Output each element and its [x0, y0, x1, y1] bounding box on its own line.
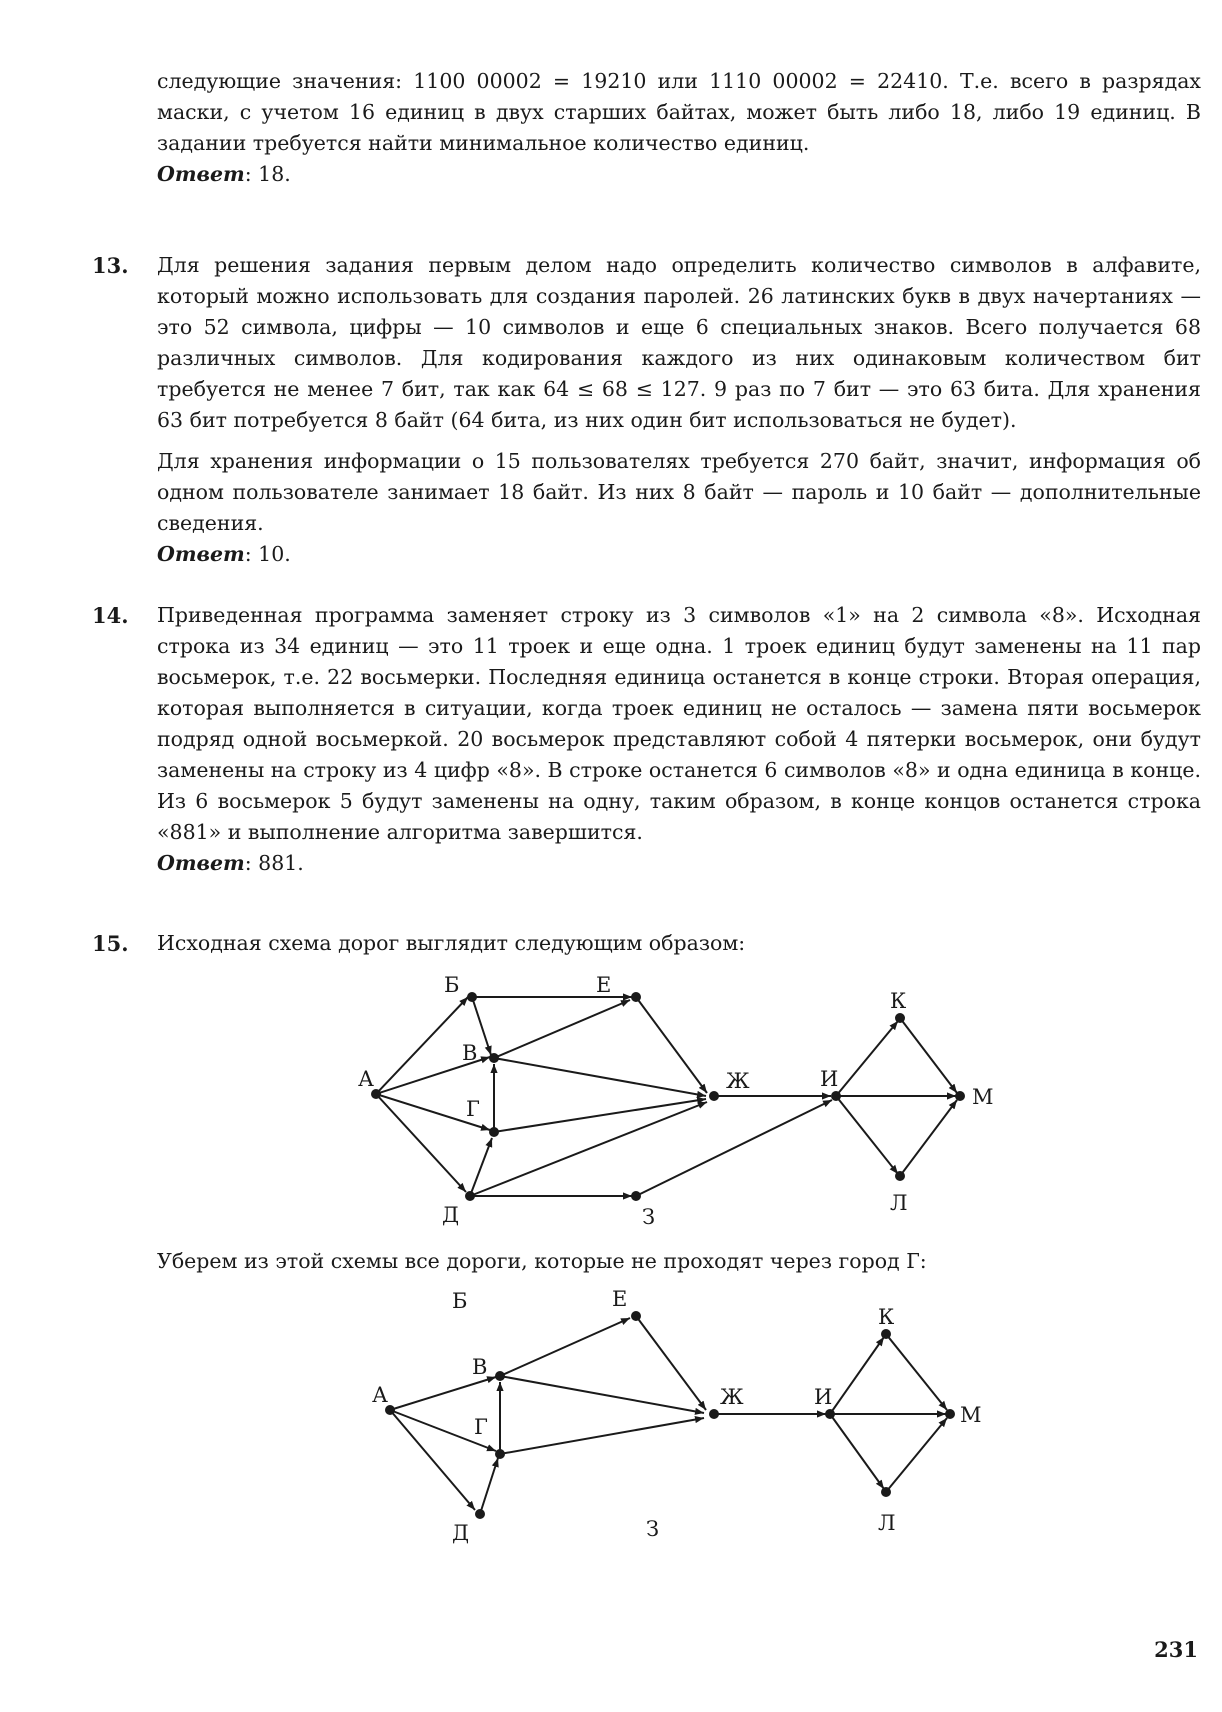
edge2-e-zh	[636, 1316, 706, 1410]
label-z: З	[642, 1205, 656, 1229]
label2-l: Л	[878, 1511, 896, 1535]
edge2-i-l	[830, 1414, 884, 1489]
node2-d	[475, 1509, 485, 1519]
page-number: 231	[1154, 1637, 1198, 1662]
label2-g: Г	[474, 1415, 488, 1439]
label2-a: А	[372, 1383, 388, 1407]
edge2-a-v	[390, 1377, 496, 1410]
label-l: Л	[890, 1191, 908, 1215]
edge2-k-m	[886, 1334, 947, 1410]
edge2-d-g	[480, 1458, 498, 1514]
label2-zh: Ж	[720, 1385, 744, 1409]
label2-v: В	[472, 1355, 488, 1379]
label2-i: И	[814, 1385, 833, 1409]
node2-m	[945, 1409, 955, 1419]
label-e: Е	[596, 973, 612, 997]
label2-d: Д	[452, 1521, 470, 1545]
q14-paragraph-1: Приведенная программа заменяет строку из 3 символов «1» на 2 символа «8». Исходная строка из 34 единиц — это 11 троек и еще одна. 1 троек единиц будут заменены на 11 пар восьмерок, т.е. 22 восьмерки. Последняя единица останется в конце строки. Вторая операция, которая выполняется в ситуации, когда троек единиц не осталось — замена пяти восьмерок подряд одной восьмеркой. 20 восьмерок представляют собой 4 пятерки восьмерок, они будут заменены на строку из 4 цифр «8». В строке останется 6 символов «8» и одна единица в конце. Из 6 восьмерок 5 будут заменены на одну, таким образом, в конце концов останется строка «881» и выполнение алгоритма завершится.	[157, 603, 1201, 844]
answer-value: : 881.	[244, 851, 304, 875]
label-v: В	[462, 1041, 478, 1065]
label-d: Д	[442, 1203, 460, 1227]
node2-v	[495, 1371, 505, 1381]
question-number-13: 13.	[92, 253, 129, 278]
label2-m: М	[960, 1403, 982, 1427]
question-number-15: 15.	[92, 931, 129, 956]
node2-i	[825, 1409, 835, 1419]
edge2-v-e	[500, 1318, 630, 1376]
answer-value: : 10.	[244, 542, 291, 566]
label-i: И	[820, 1067, 839, 1091]
answer-label: Ответ	[157, 542, 245, 566]
edge2-a-d	[390, 1410, 475, 1510]
q15-paragraph-2: Уберем из этой схемы все дороги, которые не проходят через город Г:	[157, 1249, 927, 1273]
q13-paragraph-2: Для хранения информации о 15 пользователях требуется 270 байт, значит, информация об одном пользователе занимает 18 байт. Из них 8 байт — пароль и 10 байт — дополнительные сведения.	[157, 449, 1201, 535]
label2-k: К	[878, 1305, 895, 1329]
label-k: К	[890, 989, 907, 1013]
node2-e	[631, 1311, 641, 1321]
q15-paragraph-1: Исходная схема дорог выглядит следующим образом:	[157, 931, 746, 955]
edge2-g-zh	[500, 1418, 704, 1454]
answer-label: Ответ	[157, 162, 245, 186]
node2-l	[881, 1487, 891, 1497]
answer-value: : 18.	[244, 162, 291, 186]
answer-label: Ответ	[157, 851, 245, 875]
edge2-i-k	[830, 1337, 884, 1414]
node2-zh	[709, 1409, 719, 1419]
question-number-14: 14.	[92, 603, 129, 628]
label2-e: Е	[612, 1287, 628, 1311]
edge2-l-m	[886, 1418, 947, 1492]
intro-text: следующие значения: 1100 00002 = 19210 или 1110 00002 = 22410. Т.е. всего в разрядах маски, с учетом 16 единиц в двух старших байтах, может быть либо 18, либо 19 единиц. В задании требуется найти минимальное количество единиц.	[157, 69, 1201, 155]
label-a: А	[358, 1067, 374, 1091]
label2-z: З	[646, 1517, 660, 1541]
label-zh: Ж	[726, 1069, 750, 1093]
label-m: М	[972, 1085, 994, 1109]
label-g: Г	[466, 1097, 480, 1121]
label-b: Б	[444, 973, 460, 997]
edge2-v-zh	[500, 1376, 704, 1413]
node2-k	[881, 1329, 891, 1339]
node2-g	[495, 1449, 505, 1459]
label2-b: Б	[452, 1289, 468, 1313]
q13-paragraph-1: Для решения задания первым делом надо определить количество символов в алфавите, который можно использовать для создания паролей. 26 латинских букв в двух начертаниях — это 52 символа, цифры — 10 символов и еще 6 специальных знаков. Всего получается 68 различных символов. Для кодирования каждого из них одинаковым количеством бит требуется не менее 7 бит, так как 64 ≤ 68 ≤ 127. 9 раз по 7 бит — это 63 бита. Для хранения 63 бит потребуется 8 байт (64 бита, из них один бит использоваться не будет).	[157, 253, 1201, 432]
